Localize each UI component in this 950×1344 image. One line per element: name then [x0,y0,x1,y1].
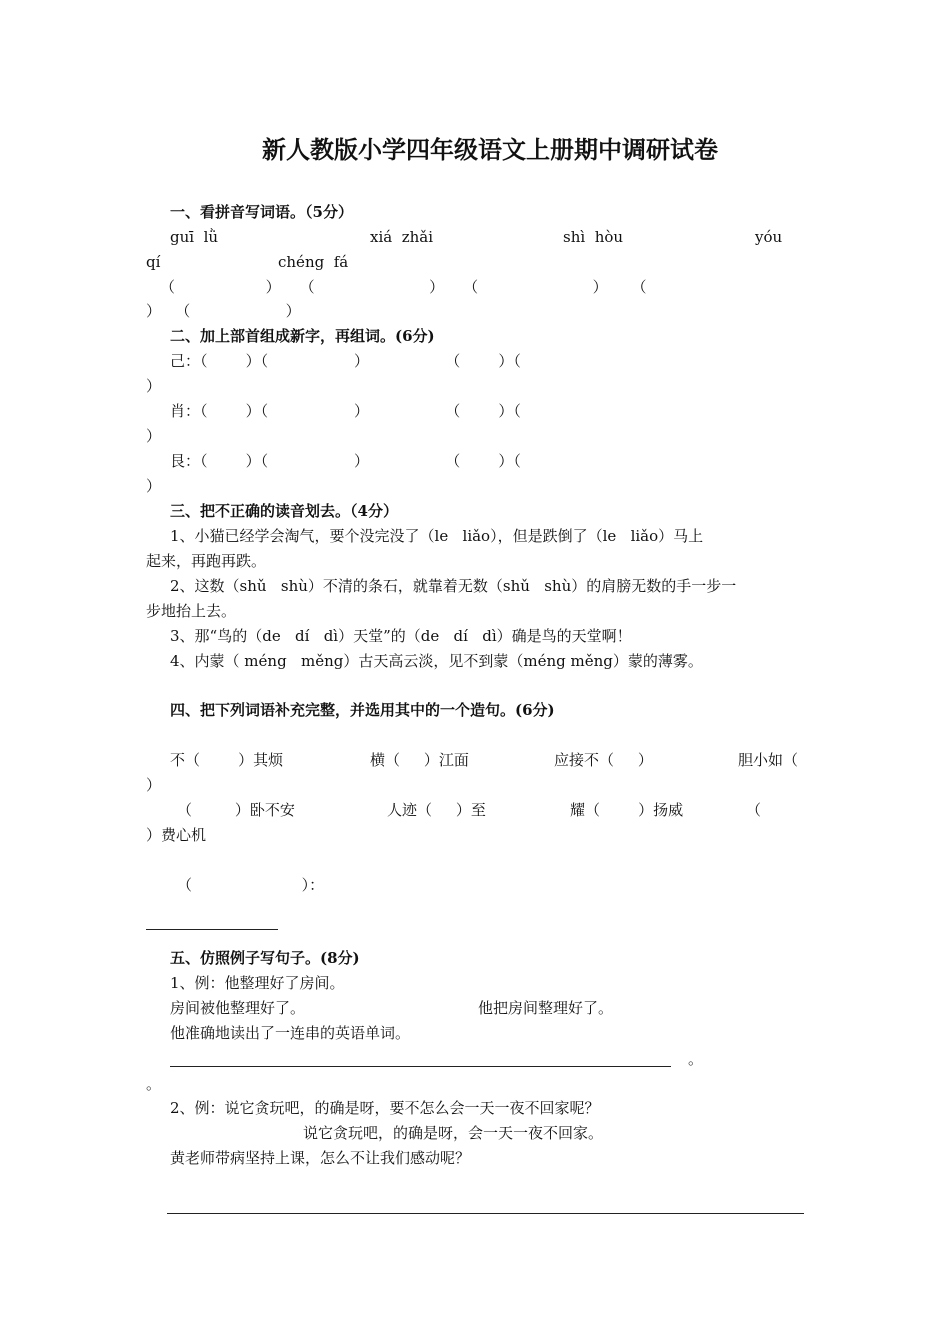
idiom-1: 不（ ）其烦 [170,751,284,769]
pronunciation-q1: 1、小猫已经学会淘气，要个没完没了（le liǎo），但是跌倒了（le liǎo）马上 [170,527,704,545]
example-1-ba: 他把房间整理好了。 [478,999,614,1017]
section-3-heading: 三、把不正确的读音划去。（4分） [170,502,398,520]
sentence-answer-line [146,929,278,930]
radical-row-1: 己：（ ）（ ） （ ）（ [170,352,521,370]
section-5-heading: 五、仿照例子写句子。(8分) [170,949,360,967]
section-2-heading: 二、加上部首组成新字，再组词。(6分) [170,327,435,345]
radical-row-2-cont: ） [146,427,162,445]
answer-1-period: 。 [688,1050,704,1068]
pronunciation-q2: 2、这数（shǔ shù）不清的条石，就靠着无数（shǔ shù）的肩膀无数的手一步一 [170,577,737,595]
answer-row-2: ） （ ） [146,302,301,320]
example-1-passive: 房间被他整理好了。 [170,999,306,1017]
pronunciation-q1-cont: 起来，再跑再跌。 [146,552,267,570]
pinyin-5: chéng fá [278,253,349,271]
radical-row-2: 肖：（ ）（ ） （ ）（ [170,402,521,420]
idiom-6: 人迹（ ）至 [387,801,486,819]
question-2: 黄老师带病坚持上课，怎么不让我们感动呢？ [170,1149,471,1167]
example-1: 1、例：他整理好了房间。 [170,974,345,992]
idiom-8-cont: ）费心机 [146,826,207,844]
pinyin-4: yóu [755,228,783,246]
idiom-3: 应接不（ ） [554,751,653,769]
answer-row-1: （ ） （ ） （ ） （ [160,278,647,296]
example-2-rewrite: 说它贪玩吧，的确是呀，会一天一夜不回家。 [303,1124,604,1142]
answer-line-2 [167,1213,804,1214]
section-1-heading: 一、看拼音写词语。（5分） [170,203,353,221]
radical-row-1-cont: ） [146,377,162,395]
idiom-7: 耀（ ）扬威 [570,801,684,819]
radical-row-3-cont: ） [146,477,162,495]
example-2: 2、例：说它贪玩吧，的确是呀，要不怎么会一天一夜不回家呢？ [170,1099,600,1117]
pinyin-2: xiá zhǎi [370,228,434,246]
pronunciation-q4: 4、内蒙（ méng měng）古天高云淡，见不到蒙（méng měng）蒙的薄雾。 [170,652,703,670]
idiom-8: （ [746,801,762,819]
idiom-4-cont: ） [146,776,162,794]
sentence-fill: （ ）： [177,876,325,894]
idiom-2: 横（ ）江面 [370,751,469,769]
pinyin-3: shì hòu [563,228,624,246]
pinyin-1: guī lǜ [170,228,219,246]
pronunciation-q3: 3、那“鸟的（de dí dì）天堂”的（de dí dì）确是鸟的天堂啊！ [170,627,632,645]
pinyin-4-cont: qí [146,253,161,271]
idiom-5: （ ）卧不安 [177,801,295,819]
question-1: 他准确地读出了一连串的英语单词。 [170,1024,411,1042]
answer-1-period-cont: 。 [146,1075,162,1093]
idiom-4: 胆小如（ [738,751,799,769]
pronunciation-q2-cont: 步地抬上去。 [146,602,237,620]
section-4-heading: 四、把下列词语补充完整，并选用其中的一个造句。(6分) [170,701,555,719]
page-title: 新人教版小学四年级语文上册期中调研试卷 [262,135,718,164]
radical-row-3: 艮：（ ）（ ） （ ）（ [170,452,521,470]
answer-line-1 [170,1066,671,1067]
